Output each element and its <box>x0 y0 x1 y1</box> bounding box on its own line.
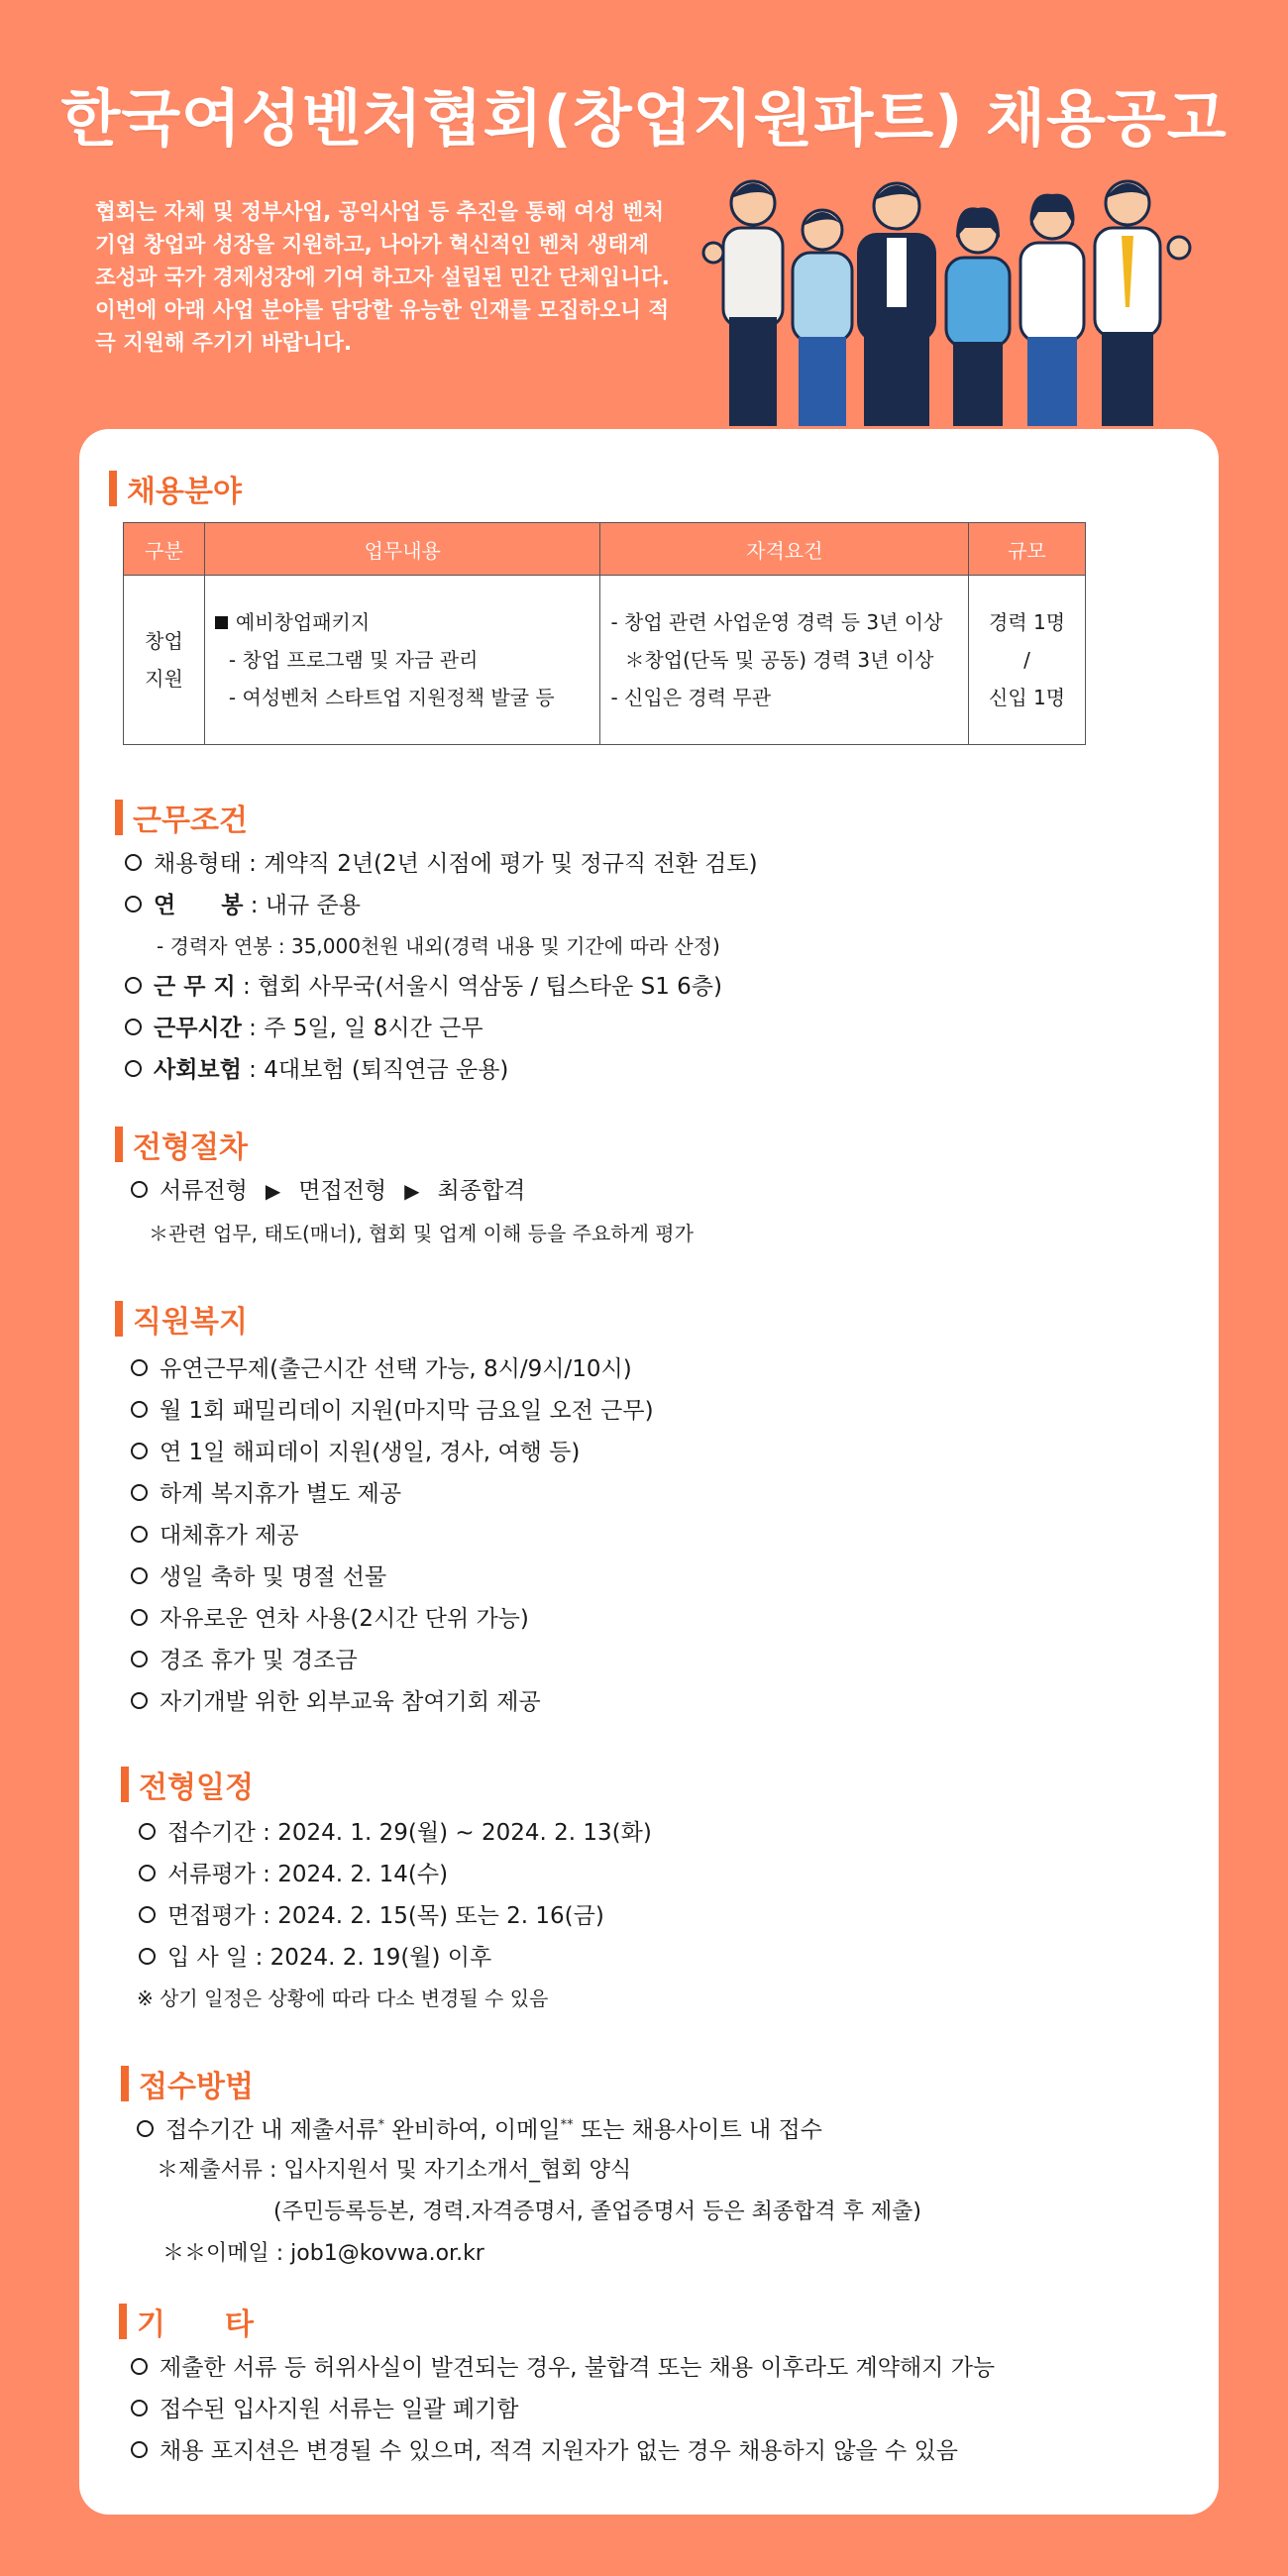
condition-label: 채용형태 <box>154 851 242 877</box>
scale-line: / <box>1023 648 1030 672</box>
condition-item <box>125 1010 483 1042</box>
content-card <box>79 429 1219 2515</box>
qualification-item: - 창업 관련 사업운영 경력 등 3년 이상 <box>610 610 943 634</box>
schedule-note: ※ 상기 일정은 상황에 따라 다소 변경될 수 있음 <box>137 1986 549 2010</box>
heading-text: 채용분야 <box>127 475 242 509</box>
section-heading-field <box>109 467 242 510</box>
circle-bullet-icon <box>125 854 142 871</box>
qualification-item: - 신입은 경력 무관 <box>610 686 772 709</box>
welfare-text: 연 1일 해피데이 지원(생일, 경사, 여행 등) <box>160 1440 581 1465</box>
table-header: 업무내용 <box>204 523 600 576</box>
process-step: 서류전형 <box>160 1178 248 1204</box>
intro-text: 협회는 자체 및 정부사업, 공익사업 등 추진을 통해 여성 벤처기업 창업과 성장을 지원하고, 나아가 혁신적인 벤처 생태계 조성과 국가 경제성장에 기여 하고자 설립된 민간 단체입니다. 이번에 아래 사업 분야를 담당할 유능한 인재를 모집하오니 적극 지원해 주기기 바랍니다. <box>95 200 670 356</box>
apply-text: 접수기간 내 제출서류 <box>165 2117 378 2143</box>
heading-bar <box>115 1127 123 1162</box>
welfare-text: 자기개발 위한 외부교육 참여기회 제공 <box>160 1689 541 1715</box>
circle-bullet-icon <box>125 977 142 994</box>
welfare-item <box>131 1517 299 1550</box>
condition-value: : 4대보험 (퇴직연금 운용) <box>241 1057 509 1083</box>
circle-bullet-icon <box>131 1526 148 1543</box>
heading-bar <box>115 800 123 835</box>
circle-bullet-icon <box>139 1823 156 1840</box>
condition-value: : 주 5일, 일 8시간 근무 <box>241 1016 483 1041</box>
category-line: 지원 <box>145 667 183 691</box>
circle-bullet-icon <box>125 896 142 912</box>
circle-bullet-icon <box>131 2441 148 2458</box>
apply-email: ＊＊이메일 : job1@kovwa.or.kr <box>162 2241 484 2266</box>
welfare-item <box>131 1600 529 1633</box>
table-header: 규모 <box>969 523 1086 576</box>
apply-docs: ＊제출서류 : 입사지원서 및 자기소개서_협회 양식 <box>157 2158 632 2183</box>
scale-line: 신입 1명 <box>989 686 1066 709</box>
heading-bar <box>121 2066 129 2101</box>
heading-bar <box>121 1767 129 1802</box>
welfare-item <box>131 1392 654 1425</box>
table-row <box>124 576 1086 745</box>
apply-sup: * <box>377 2117 385 2133</box>
etc-item <box>131 2432 958 2465</box>
schedule-item <box>139 1897 604 1930</box>
welfare-item <box>131 1683 541 1716</box>
circle-bullet-icon <box>131 2400 148 2416</box>
duty-cell <box>204 576 600 745</box>
heading-text: 기 타 <box>137 2308 254 2342</box>
condition-label: 근 무 지 <box>154 974 236 1000</box>
heading-text: 근무조건 <box>133 804 248 838</box>
circle-bullet-icon <box>131 1609 148 1626</box>
etc-text: 채용 포지션은 변경될 수 있으며, 적격 지원자가 없는 경우 채용하지 않을 수 있음 <box>160 2438 959 2464</box>
circle-bullet-icon <box>139 1865 156 1881</box>
duty-item: - 여성벤처 스타트업 지원정책 발굴 등 <box>228 686 555 709</box>
schedule-text: 입 사 일 : 2024. 2. 19(월) 이후 <box>167 1945 492 1971</box>
arrow-right-icon: ▶ <box>404 1179 420 1203</box>
schedule-text: 접수기간 : 2024. 1. 29(월) ~ 2024. 2. 13(화) <box>167 1820 652 1846</box>
circle-bullet-icon <box>131 1484 148 1501</box>
qualification-cell <box>600 576 969 745</box>
apply-text: 또는 채용사이트 내 접수 <box>573 2117 822 2143</box>
condition-item <box>125 968 722 1001</box>
schedule-item <box>139 1856 448 1888</box>
circle-bullet-icon <box>131 1692 148 1709</box>
circle-bullet-icon <box>139 1948 156 1965</box>
heading-bar <box>119 2304 127 2339</box>
condition-value: : 내규 준용 <box>243 893 361 918</box>
schedule-item <box>139 1939 491 1972</box>
welfare-text: 생일 축하 및 명절 선물 <box>160 1564 387 1590</box>
welfare-item <box>131 1642 358 1674</box>
etc-item <box>131 2349 995 2382</box>
qualification-item: ＊창업(단독 및 공동) 경력 3년 이상 <box>624 648 934 672</box>
etc-text: 접수된 입사지원 서류는 일괄 폐기함 <box>160 2397 519 2422</box>
apply-sup: ** <box>560 2117 574 2133</box>
welfare-item <box>131 1475 401 1508</box>
circle-bullet-icon <box>137 2120 154 2137</box>
scale-cell <box>969 576 1086 745</box>
apply-text: 완비하여, 이메일 <box>384 2117 561 2143</box>
process-step: 면접전형 <box>298 1178 387 1204</box>
duty-main <box>215 603 599 641</box>
process-steps <box>131 1172 525 1205</box>
condition-value: : 계약직 2년(2년 시점에 평가 및 정규직 전환 검토) <box>241 851 758 877</box>
category-cell <box>124 576 205 745</box>
circle-bullet-icon <box>131 2358 148 2375</box>
section-heading-schedule <box>121 1763 254 1806</box>
condition-value: : 협회 사무국(서울시 역삼동 / 팁스타운 S1 6층) <box>235 974 722 1000</box>
table-header: 구분 <box>124 523 205 576</box>
circle-bullet-icon <box>131 1359 148 1376</box>
heading-text: 접수방법 <box>139 2070 254 2104</box>
welfare-text: 유연근무제(출근시간 선택 가능, 8시/9시/10시) <box>160 1356 632 1382</box>
circle-bullet-icon <box>125 1019 142 1035</box>
recruit-table <box>123 522 1086 745</box>
welfare-text: 대체휴가 제공 <box>160 1523 299 1549</box>
welfare-text: 월 1회 패밀리데이 지원(마지막 금요일 오전 근무) <box>160 1398 654 1424</box>
page-title: 한국여성벤처협회(창업지원파트) 채용공고 <box>60 82 1228 155</box>
circle-bullet-icon <box>125 1060 142 1077</box>
schedule-text: 면접평가 : 2024. 2. 15(목) 또는 2. 16(금) <box>167 1903 604 1929</box>
circle-bullet-icon <box>139 1906 156 1923</box>
circle-bullet-icon <box>131 1651 148 1667</box>
scale-line: 경력 1명 <box>989 610 1066 634</box>
salary-note: - 경력자 연봉 : 35,000천원 내외(경력 내용 및 기간에 따라 산정) <box>157 934 720 958</box>
arrow-right-icon: ▶ <box>265 1179 281 1203</box>
section-heading-apply <box>121 2062 254 2105</box>
section-heading-etc <box>119 2300 254 2343</box>
circle-bullet-icon <box>131 1181 148 1198</box>
category-line: 창업 <box>145 629 183 653</box>
etc-text: 제출한 서류 등 허위사실이 발견되는 경우, 불합격 또는 채용 이후라도 계약해지 가능 <box>160 2355 996 2381</box>
duty-item: - 창업 프로그램 및 자금 관리 <box>228 648 479 672</box>
welfare-item <box>131 1434 580 1466</box>
heading-bar <box>109 471 117 506</box>
apply-docs-note: (주민등록등본, 경력.자격증명서, 졸업증명서 등은 최종합격 후 제출) <box>273 2200 921 2224</box>
condition-item <box>125 1051 508 1084</box>
circle-bullet-icon <box>131 1401 148 1418</box>
heading-text: 전형절차 <box>133 1130 248 1165</box>
condition-label: 연 봉 <box>154 893 244 918</box>
table-header: 자격요건 <box>600 523 969 576</box>
schedule-text: 서류평가 : 2024. 2. 14(수) <box>167 1862 449 1887</box>
welfare-item <box>131 1558 386 1591</box>
condition-label: 근무시간 <box>154 1016 242 1041</box>
duty-main-text: 예비창업패키지 <box>235 610 371 634</box>
condition-item <box>125 845 758 878</box>
welfare-item <box>131 1350 632 1383</box>
section-heading-conditions <box>115 796 248 839</box>
welfare-text: 자유로운 연차 사용(2시간 단위 가능) <box>160 1606 529 1632</box>
welfare-text: 경조 휴가 및 경조금 <box>160 1648 358 1673</box>
etc-item <box>131 2391 519 2423</box>
heading-text: 직원복지 <box>133 1305 248 1340</box>
condition-label: 사회보험 <box>154 1057 242 1083</box>
welfare-text: 하계 복지휴가 별도 제공 <box>160 1481 402 1507</box>
table-header-row <box>124 523 1086 576</box>
business-people-illustration <box>694 168 1229 426</box>
condition-item <box>125 887 361 919</box>
section-heading-process <box>115 1123 248 1166</box>
circle-bullet-icon <box>131 1567 148 1584</box>
schedule-item <box>139 1814 652 1847</box>
apply-main <box>137 2111 822 2144</box>
process-note: ＊관련 업무, 태도(매너), 협회 및 업계 이해 등을 주요하게 평가 <box>149 1222 694 1245</box>
square-bullet-icon <box>215 616 228 629</box>
process-step: 최종합격 <box>437 1178 526 1204</box>
heading-bar <box>115 1301 123 1337</box>
section-heading-welfare <box>115 1297 248 1341</box>
heading-text: 전형일정 <box>139 1771 254 1805</box>
circle-bullet-icon <box>131 1443 148 1459</box>
